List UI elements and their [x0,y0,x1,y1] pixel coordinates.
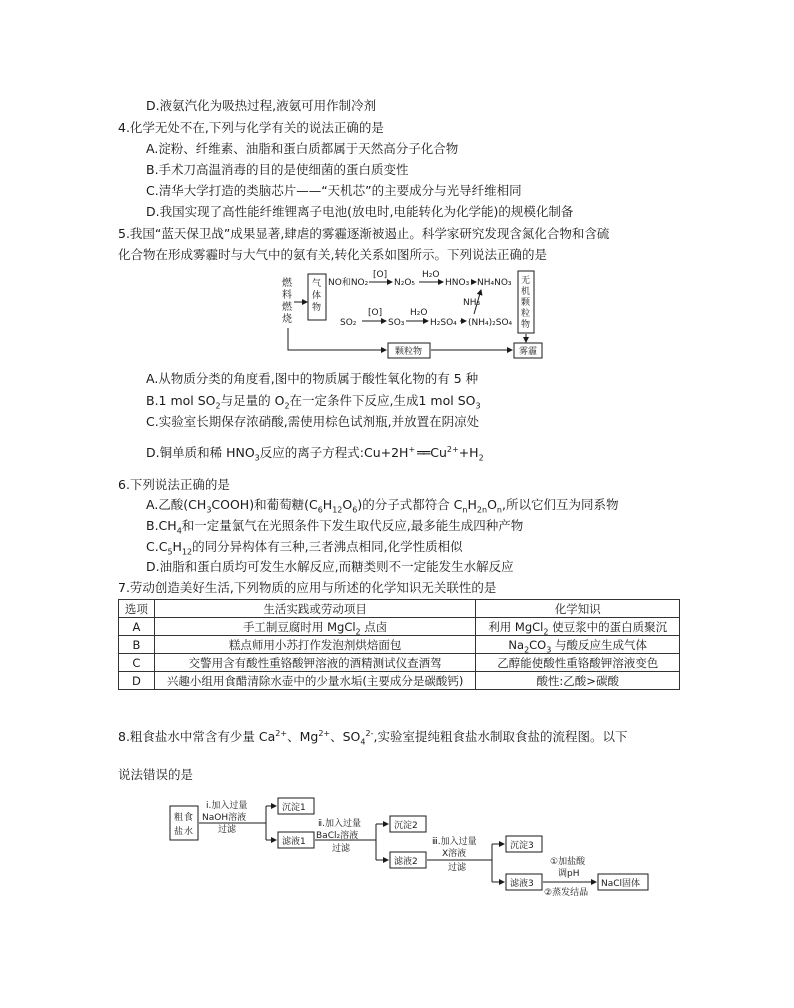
q5-option-a: A.从物质分类的角度看,图中的物质属于酸性氧化物的有 5 种 [146,371,479,386]
crude-char-3: 盐 [174,827,184,837]
q8-purification-flowchart [166,796,666,906]
q3-option-d: D.液氨汽化为吸热过程,液氨可用作制冷剂 [146,98,377,113]
q4-option-b: B.手术刀高温消毒的目的是使细菌的蛋白质变性 [146,162,409,177]
q7-row-a-knowledge: 利用 MgCl$_2$ 使豆浆中的蛋白质聚沉 [476,618,680,636]
inorg-char-1: 无 [521,276,531,286]
row1-nox: NO和NO₂ [328,278,369,288]
q5-option-d: D.铜单质和稀 $HNO_3$反应的离子方程式:Cu+2H+ ══ $Cu^{2+}+H_2$ [146,444,484,463]
row1-h2o: H₂O [422,270,440,280]
row2-h2o: H₂O [410,308,428,318]
precip3-label: 沉淀3 [510,841,534,851]
q7-row-d-knowledge: 酸性:乙酸>碳酸 [476,672,680,690]
filtrate3-label: 滤液3 [510,879,534,889]
table-row [119,618,680,636]
step4-line2: 调pH [558,869,580,879]
fuel-char-2: 料 [282,290,292,301]
q7-header-knowledge: 化学知识 [476,600,680,618]
precip2-label: 沉淀2 [394,821,418,831]
gas-char-1: 气 [312,279,322,289]
q7-row-d-option: D [119,672,155,690]
q7-row-c-item: 交警用含有酸性重铬酸钾溶液的酒精测试仪查酒驾 [154,654,476,672]
row1-n2o5: N₂O₅ [394,278,416,288]
q7-row-b-knowledge: $Na_2CO_3$ 与酸反应生成气体 [476,636,680,654]
q5-option-c: C.实验室长期保存浓硝酸,需使用棕色试剂瓶,并放置在阴凉处 [146,414,480,429]
row1-hno3: HNO₃ [445,278,470,288]
q7-row-c-knowledge: 乙醇能使酸性重铬酸钾溶液变色 [476,654,680,672]
particle-label: 颗粒物 [395,347,423,357]
step4-line1: ①加盐酸 [550,857,586,867]
step2-line1: ⅱ.加入过量 [318,819,361,829]
q6-option-c: $C.C_5H_{12}$的同分异构体有三种,三者沸点相同,化学性质相似 [146,539,463,557]
crude-char-1: 粗 [174,813,184,823]
q7-table [118,599,680,690]
gas-char-2: 体 [312,291,322,301]
step4-line3: ②蒸发结晶 [544,888,589,898]
step3-line1: ⅲ.加入过量 [432,837,477,847]
step1-line2: NaOH溶液 [202,813,247,823]
row2-so2: SO₂ [340,318,357,328]
inorg-char-2: 机 [521,287,531,297]
q5-haze-diagram [276,268,546,364]
q8-stem-line2: 说法错误的是 [118,767,194,782]
q5-stem-line2: 化合物在形成雾霾时与大气中的氨有关,转化关系如图所示。下列说法正确的是 [118,247,547,262]
fuel-char-4: 烧 [282,314,292,325]
table-row [119,654,680,672]
q7-row-c-option: C [119,654,155,672]
inorg-char-5: 物 [521,320,531,330]
fuel-char-1: 燃 [282,278,292,289]
q6-option-a: A.乙酸$(CH_3COOH)$和葡萄糖$(C_6H_{12}O_6)$的分子式都符合 $C_nH_{2n}O_n$,所以它们互为同系物 [146,497,619,515]
step2-line2: BaCl₂溶液 [316,831,359,841]
inorg-char-4: 粒 [521,309,531,319]
q7-row-b-option: B [119,636,155,654]
step3-line3: 过滤 [448,863,467,873]
q7-row-b-item: 糕点师用小苏打作发泡剂烘焙面包 [154,636,476,654]
crude-char-4: 水 [184,827,194,837]
inorg-char-3: 颗 [521,298,531,308]
q5-option-b: B.1 mol $SO_2$与足量的 $O_2$在一定条件下反应,生成1 mol $SO_3$ [146,393,481,411]
q7-header-option: 选项 [119,600,155,618]
q7-row-a-item: 手工制豆腐时用 MgCl$_2$ 点卤 [154,618,476,636]
haze-label: 雾霾 [519,347,538,357]
q7-header-row [119,600,680,618]
q5-stem-line1: 5.我国“蓝天保卫战”成果显著,肆虐的雾霾逐渐被遏止。科学家研究发现含氮化合物和含硫 [118,226,610,241]
row1-o: [O] [373,270,388,280]
q4-option-a: A.淀粉、纤维素、油脂和蛋白质都属于天然高分子化合物 [146,141,459,156]
row1-nh4no3: NH₄NO₃ [477,278,512,288]
nacl-product-label: NaCl固体 [601,879,641,889]
row2-so3: SO₃ [388,318,405,328]
q6-stem: 6.下列说法正确的是 [118,477,230,492]
crude-char-2: 食 [184,813,194,823]
q8-stem-line1: 8.粗食盐水中常含有少量 $Ca^{2+}$、$Mg^{2+}$、$SO_4^{2-}$,实验室提纯粗食盐水制取食盐的流程图。以下 [118,728,628,747]
q6-option-d: D.油脂和蛋白质均可发生水解反应,而糖类则不一定能发生水解反应 [146,559,514,574]
table-row [119,636,680,654]
step1-line3: 过滤 [218,825,237,835]
row2-h2so4: H₂SO₄ [430,318,457,328]
filtrate1-label: 滤液1 [282,837,306,847]
q7-row-d-item: 兴趣小组用食醋清除水壶中的少量水垢(主要成分是碳酸钙) [154,672,476,690]
q7-stem: 7.劳动创造美好生活,下列物质的应用与所述的化学知识无关联性的是 [118,580,497,595]
row2-o: [O] [368,308,383,318]
q4-option-d: D.我国实现了高性能纤维锂离子电池(放电时,电能转化为化学能)的规模化制备 [146,204,574,219]
step3-line2: X溶液 [442,849,467,859]
gas-char-3: 物 [312,303,322,313]
step2-line3: 过滤 [332,844,351,854]
q4-stem: 4.化学无处不在,下列与化学有关的说法正确的是 [118,120,384,135]
fuel-char-3: 燃 [282,302,292,313]
filtrate2-label: 滤液2 [394,857,418,867]
q6-option-b: $B.CH_4$和一定量氯气在光照条件下发生取代反应,最多能生成四种产物 [146,518,524,536]
row2-nh42so4: (NH₄)₂SO₄ [468,318,513,328]
q4-option-c: C.清华大学打造的类脑芯片——“天机芯”的主要成分与光导纤维相同 [146,183,522,198]
precip1-label: 沉淀1 [282,803,306,813]
q7-header-practice: 生活实践或劳动项目 [154,600,476,618]
step1-line1: ⅰ.加入过量 [206,801,248,811]
table-row [119,672,680,690]
nh3-label: NH₃ [463,298,481,308]
q7-row-a-option: A [119,618,155,636]
